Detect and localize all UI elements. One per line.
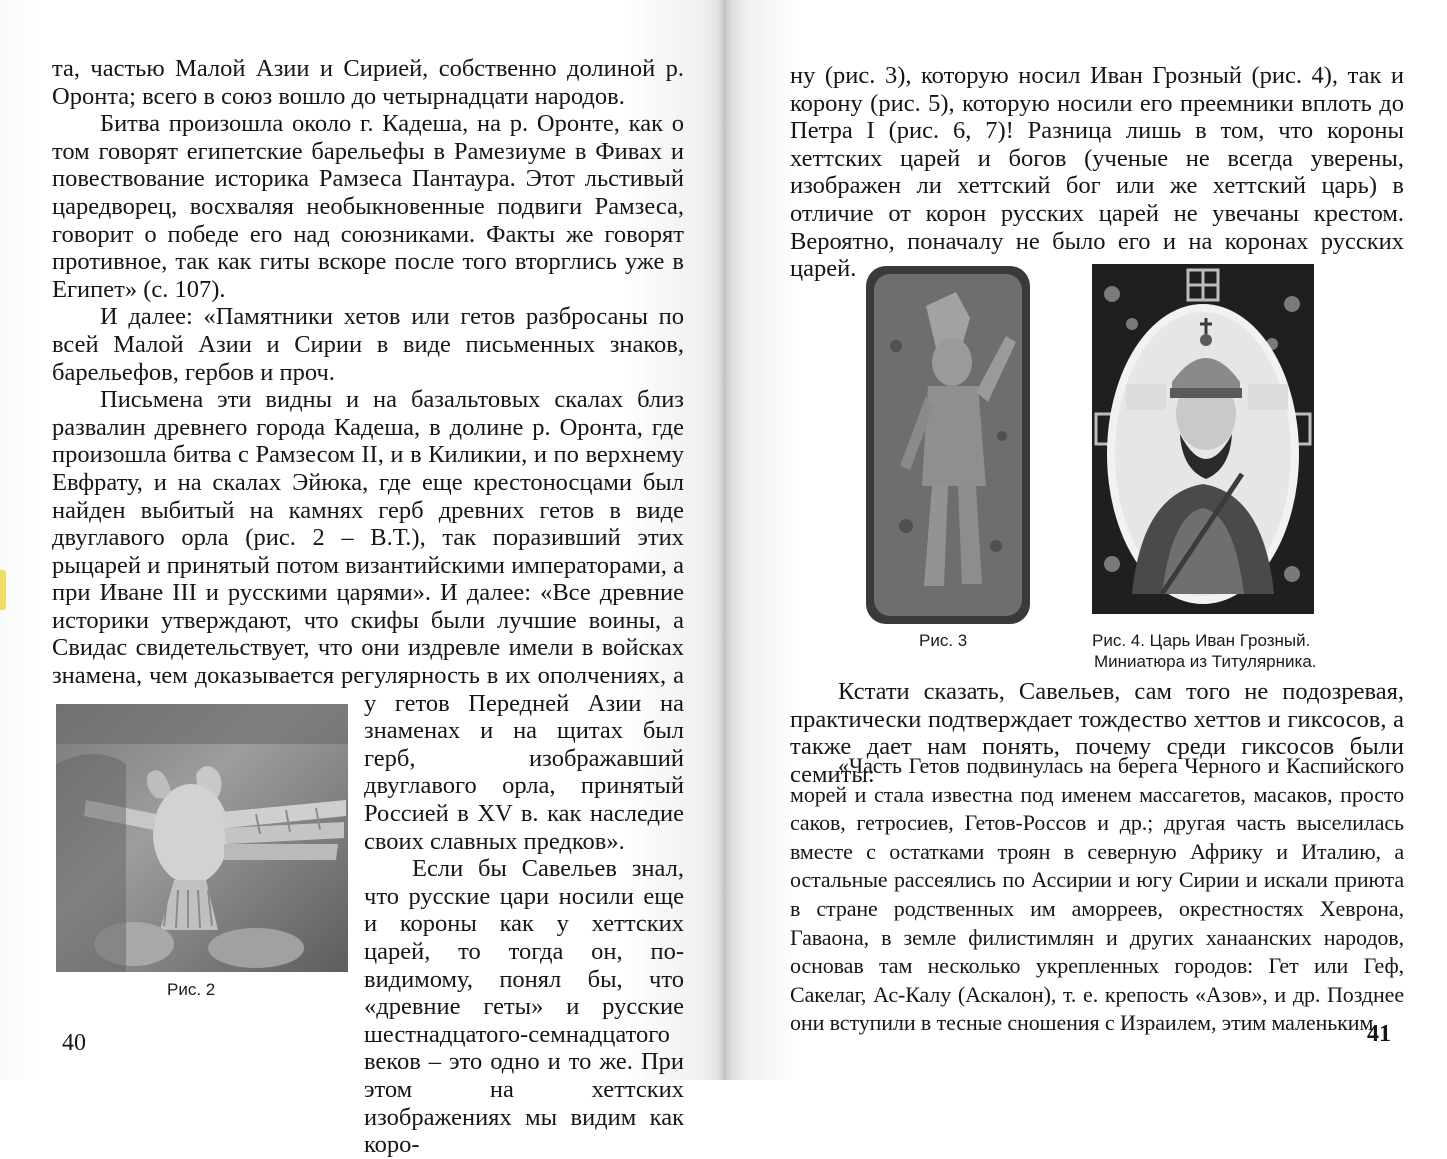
figure-4-ivan-portrait xyxy=(1092,264,1314,614)
right-page-top-text xyxy=(790,62,1404,283)
paragraph: та, частью Малой Азии и Сирией, собственно долиной р. Оронта; всего в союз вошло до четырнадцати народов. xyxy=(52,55,684,110)
quote-paragraph: «Часть Гетов подвинулась на берега Черного и Каспийского морей и стала известна под именем массагетов, масаков, просто саков, гетросиев, Гетов-Россов и др.; другая часть выселилась вместе с остатками троян в северную Африку и Италию, а остальные рассеялись по Ассирии и югу Сирии и искали приюта в стране родственных им аморреев, окрестностях Хеврона, Гаваона, в земле филистимлян и других ханаанских народов, основав там несколько укрепленных городов: Гет или Геф, Сакелаг, Ас-Калу (Аскалон), т. е. крепость «Азов», и др. Позднее они вступили в тесные сношения с Израилем, этим маленьким xyxy=(790,753,1404,1036)
page-edge-tab xyxy=(0,570,6,610)
book-gutter xyxy=(718,0,730,1080)
paragraph: И далее: «Памятники хетов или гетов разбросаны по всей Малой Азии и Сирии в виде письменных знаков, барельефов, гербов и проч. xyxy=(52,303,684,386)
hittite-stele-image xyxy=(866,266,1030,624)
figure-3-caption: Рис. 3 xyxy=(919,631,968,650)
ivan-portrait-image xyxy=(1092,264,1314,614)
figure-3-hittite-stele xyxy=(866,266,1030,624)
paragraph-text: Письмена эти видны и на базальтовых скалах близ развалин древнего города Кадеша, в долине р. Оронта, где произошла битва с Рамзесом II, и в Киликии, и по верхнему Евфрату, и на скалах Эйюка, где еще крестоносцами был найден выбитый на камнях герб древних гетов в виде двуглавого орла (рис. 2 – В.Т.), так поразивший этих рыцарей и принятый потом византийскими императорами, а при Иване III и русскими царями». И далее: «Все древние историки утверждают, что скифы были лучшие воины, а Свидас свидетельствует, что они издревле имели в войсках знамена, чем доказывается регулярность в их ополчениях, а у гетов Передней Азии на знаменах и на щитах был герб, изображавший двуглавого орла, принятый Россией в XV в. как наследие своих славных предков». xyxy=(52,386,684,855)
left-page-text xyxy=(52,55,684,1159)
paragraph: ну (рис. 3), которую носил Иван Грозный (рис. 4), так и корону (рис. 5), которую носили его преемники вплоть до Петра I (рис. 6, 7)! Разница лишь в том, что короны хеттских царей и богов (ученые не всегда уверены, изображен ли хеттский бог или же хеттский царь) в отличие от корон русских царей не увечаны крестом. Вероятно, поначалу не было его и на коронах русских царей. xyxy=(790,62,1404,283)
eagle-relief-image xyxy=(56,704,348,972)
figure-2-caption: Рис. 2 xyxy=(167,980,216,999)
figure-2-eagle-relief xyxy=(56,704,348,972)
page-number-right: 41 xyxy=(1367,1021,1391,1047)
caption-line: Рис. 4. Царь Иван Грозный. xyxy=(1092,631,1311,650)
page-number-left: 40 xyxy=(62,1030,86,1056)
caption-line: Миниатюра из Титулярника. xyxy=(1094,652,1317,671)
right-page-quote xyxy=(790,752,1404,1038)
paragraph: Битва произошла около г. Кадеша, на р. Оронте, как о том говорят египетские барельефы в Рамезиуме в Фивах и повествование историка Рамзеса Пантаура. Этот льстивый царедворец, восхваляя необыкновенные подвиги Рамзеса, говорит о победе его над союзниками. Факты же говорят противное, так как гиты вскоре после того вторглись уже в Египет» (с. 107). xyxy=(52,110,684,303)
figure-4-caption xyxy=(1092,630,1332,672)
paragraph: Кстати сказать, Савельев, сам того не подозревая, практически подтверждает тождество хеттов и гиксосов, а также дает нам понять, почему среди гиксосов были семиты: xyxy=(790,678,1404,788)
paragraph: Если бы Савельев знал, что русские цари носили еще и короны как у хеттских царей, то тогда он, по-видимому, понял бы, что «древние геты» и русские шестнадцатого-семнадцатого веков – это одно и то же. При этом на хеттских изображениях мы видим как коро- xyxy=(364,855,684,1159)
